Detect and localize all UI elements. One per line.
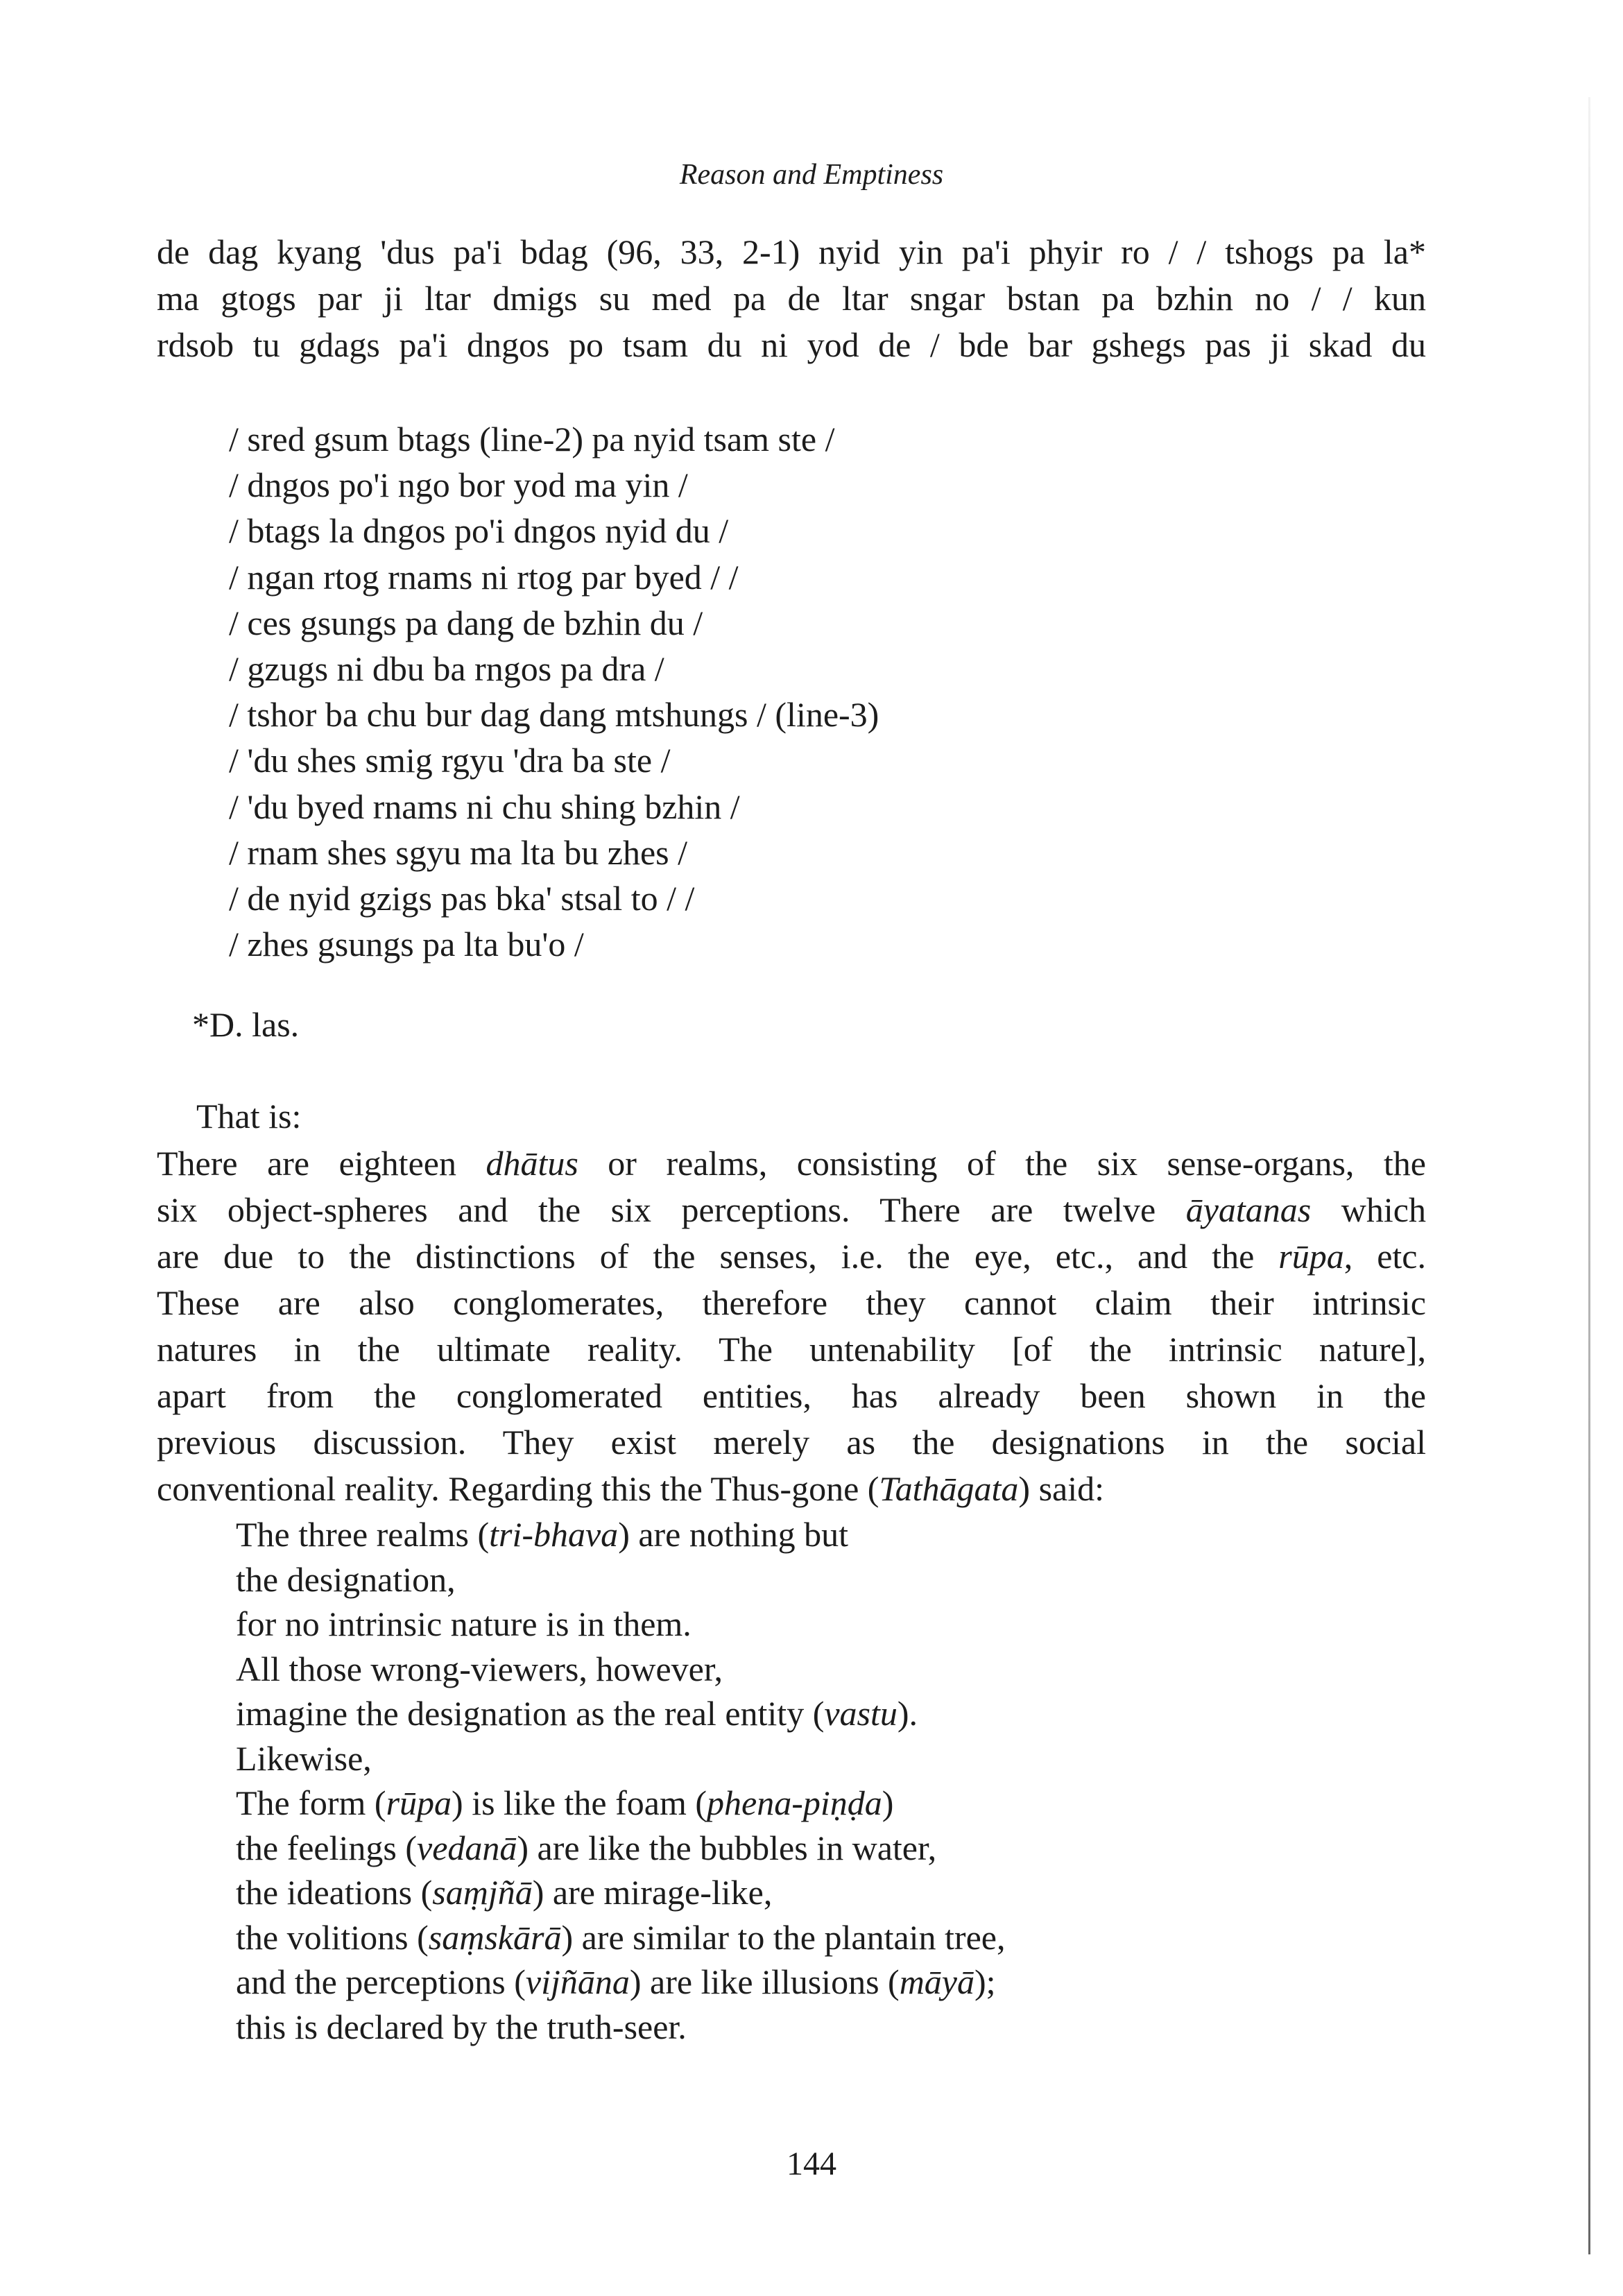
text-run: which bbox=[1311, 1190, 1426, 1229]
tibetan-verse-line: / sred gsum btags (line-2) pa nyid tsam ste / bbox=[229, 420, 835, 459]
footnote: *D. las. bbox=[192, 1005, 300, 1044]
tibetan-verse-line: / 'du byed rnams ni chu shing bzhin / bbox=[229, 787, 740, 826]
paragraph-line: previous discussion. They exist merely as the designations in the social bbox=[157, 1423, 1426, 1462]
italic-term: rūpa bbox=[386, 1783, 452, 1822]
paragraph-line bbox=[157, 1187, 1426, 1233]
tibetan-verse-line: / ces gsungs pa dang de bzhin du / bbox=[229, 603, 703, 642]
text-run: ) are like the bubbles in water, bbox=[517, 1828, 937, 1867]
italic-term: saṃjñā bbox=[432, 1873, 533, 1912]
that-is-intro: That is: bbox=[196, 1097, 302, 1136]
paragraph-line bbox=[157, 1233, 1426, 1280]
verse-line: All those wrong-viewers, however, bbox=[236, 1649, 723, 1688]
paragraph-line: These are also conglomerates, therefore they cannot claim their intrinsic bbox=[157, 1283, 1426, 1322]
paragraph-line bbox=[157, 1466, 1426, 1512]
italic-term: āyatanas bbox=[1185, 1190, 1312, 1229]
verse-line bbox=[236, 1915, 1005, 1960]
tibetan-verse-line: / 'du shes smig rgyu 'dra ba ste / bbox=[229, 741, 671, 780]
italic-term: saṃskārā bbox=[428, 1917, 562, 1957]
tibetan-paragraph-line: rdsob tu gdags pa'i dngos po tsam du ni yod de / bde bar gshegs pas ji skad du bbox=[157, 325, 1426, 364]
italic-term: vastu bbox=[824, 1694, 898, 1733]
text-run: ) are nothing but bbox=[618, 1515, 849, 1554]
text-run: conventional reality. Regarding this the Thus-gone ( bbox=[157, 1469, 879, 1508]
italic-term: Tathāgata bbox=[879, 1469, 1019, 1508]
text-run: ); bbox=[974, 1962, 996, 2001]
verse-line: Likewise, bbox=[236, 1738, 372, 1778]
verse-line bbox=[236, 1960, 1005, 2005]
text-run: ) bbox=[882, 1783, 894, 1822]
tibetan-verse-line: / de nyid gzigs pas bka' stsal to / / bbox=[229, 879, 695, 918]
text-run: six object-spheres and the six perceptions. There are twelve bbox=[157, 1190, 1186, 1229]
paragraph-line: apart from the conglomerated entities, has already been shown in the bbox=[157, 1376, 1426, 1415]
tibetan-verse-line: / ngan rtog rnams ni rtog par byed / / bbox=[229, 557, 739, 597]
text-run: the ideations ( bbox=[236, 1873, 433, 1912]
tibetan-verse-line: / btags la dngos po'i dngos nyid du / bbox=[229, 511, 729, 551]
italic-term: rūpa bbox=[1278, 1237, 1344, 1276]
text-run: , etc. bbox=[1343, 1237, 1427, 1276]
tibetan-paragraph-line: de dag kyang 'dus pa'i bdag (96, 33, 2-1) nyid yin pa'i phyir ro / / tshogs pa la* bbox=[157, 232, 1426, 271]
verse-line: for no intrinsic nature is in them. bbox=[236, 1604, 692, 1643]
tibetan-verse-line: / dngos po'i ngo bor yod ma yin / bbox=[229, 465, 688, 505]
italic-term: māyā bbox=[899, 1962, 974, 2001]
text-run: the feelings ( bbox=[236, 1828, 418, 1867]
running-head: Reason and Emptiness bbox=[679, 159, 944, 191]
tibetan-verse-line: / zhes gsungs pa lta bu'o / bbox=[229, 925, 584, 964]
verse-line bbox=[236, 1826, 1005, 1871]
text-run: ) are like illusions ( bbox=[629, 1962, 900, 2001]
tibetan-verse-line: / tshor ba chu bur dag dang mtshungs / (line-3) bbox=[229, 695, 879, 735]
verse-line: the designation, bbox=[236, 1559, 456, 1599]
text-run: ) are mirage-like, bbox=[532, 1873, 773, 1912]
page-edge-shadow bbox=[1588, 97, 1590, 2254]
text-run: are due to the distinctions of the senses, i.e. the eye, etc., and the bbox=[157, 1237, 1279, 1276]
tibetan-verse bbox=[229, 416, 879, 967]
tibetan-verse-line: / gzugs ni dbu ba rngos pa dra / bbox=[229, 649, 664, 689]
main-paragraph bbox=[157, 1140, 1426, 1512]
text-run: the volitions ( bbox=[236, 1917, 429, 1957]
italic-term: vijñāna bbox=[525, 1962, 630, 2001]
tibetan-paragraph bbox=[157, 229, 1426, 368]
italic-term: dhātus bbox=[486, 1144, 578, 1183]
tibetan-paragraph-line: ma gtogs par ji ltar dmigs su med pa de ltar sngar bstan pa bzhin no / / kun bbox=[157, 279, 1426, 318]
english-verse bbox=[236, 1512, 1005, 2049]
verse-line bbox=[236, 1870, 1005, 1915]
verse-line bbox=[236, 1512, 1005, 1557]
text-run: The form ( bbox=[236, 1783, 386, 1822]
text-run: ) said: bbox=[1018, 1469, 1105, 1508]
page-number: 144 bbox=[787, 2145, 836, 2182]
verse-line bbox=[236, 1781, 1005, 1826]
verse-line: this is declared by the truth-seer. bbox=[236, 2007, 687, 2046]
paragraph-line bbox=[157, 1140, 1426, 1187]
paragraph-line: natures in the ultimate reality. The untenability [of the intrinsic nature], bbox=[157, 1330, 1426, 1369]
italic-term: tri-bhava bbox=[489, 1515, 619, 1554]
verse-line bbox=[236, 1691, 1005, 1736]
text-run: or realms, consisting of the six sense-organs, the bbox=[578, 1144, 1426, 1183]
text-run: imagine the designation as the real entity ( bbox=[236, 1694, 825, 1733]
italic-term: vedanā bbox=[417, 1828, 517, 1867]
tibetan-verse-line: / rnam shes sgyu ma lta bu zhes / bbox=[229, 832, 687, 872]
text-run: ) is like the foam ( bbox=[452, 1783, 707, 1822]
text-run: ) are similar to the plantain tree, bbox=[561, 1917, 1006, 1957]
text-run: There are eighteen bbox=[157, 1144, 486, 1183]
text-run: and the perceptions ( bbox=[236, 1962, 526, 2001]
italic-term: phena-piṇḍa bbox=[707, 1783, 882, 1822]
text-run: The three realms ( bbox=[236, 1515, 490, 1554]
text-run: ). bbox=[897, 1694, 918, 1733]
